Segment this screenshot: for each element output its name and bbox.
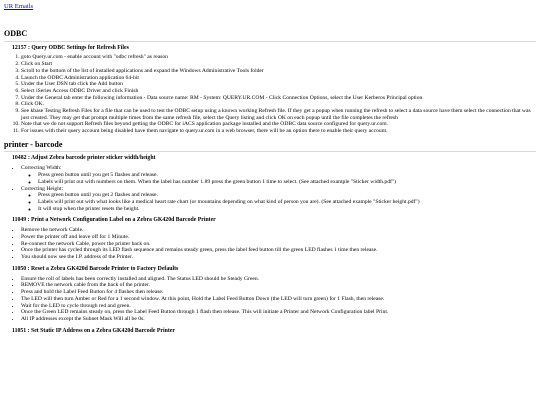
step: 4. Launch the ODBC Administration application 64-bit [21, 75, 536, 82]
list-item: ◦ Labels will print out with what looks like a medical heart rate chart (or mountains depending on what kind of person you are). (See attached example "Sticker height.pdf") [38, 199, 536, 206]
divider [4, 151, 536, 152]
step: 6. Select iSeries Access ODBC Driver and click Finish [21, 88, 536, 95]
list-item: • Power the printer off and leave off for 1 Minute. [21, 234, 536, 241]
step: 9. See kbase Testing Refresh Files for a file that can be used to test the ODBC setup using a known working Refresh file. If they get a popup when running the refresh to select a data source have them select the connection that was just created. They may get that prompt multiple times from the same refresh file, select the Query listing and click OK on each popup until the file completes the refresh [21, 108, 536, 121]
group-label: Correcting Height: [21, 185, 64, 192]
list-item: • Wait for the LED to cycle through red and green. [21, 303, 536, 310]
list-item: • Press and hold the Label Feed Button for 4 flashes then release. [21, 289, 536, 296]
article-title: 11050 : Reset a Zebra GK420d Barcode Printer to Factory Defaults [12, 265, 179, 272]
step: 10. Note that we do not support Refresh files beyond getting the ODBC for iACS application package installed and the ODBC data source configured for query.ur.com. [21, 121, 536, 128]
step: 3. Scroll to the bottom of the list of installed applications and expand the Windows Administrative Tools folder [21, 68, 536, 75]
sub-list [21, 172, 536, 185]
step: 7. Under the General tab enter the following information - Data source name: RM - System: QUERY.UR.COM - Click Connection Options, select the User Kerberos Principal option [21, 95, 536, 102]
step: 8. Click OK. [21, 101, 536, 108]
list-item: • Once the Green LED remains steady on, press the Label Feed Button through 1 flash then release. This will initiate a Printer and Network Configuration label Print. [21, 309, 536, 316]
article-title: 11049 : Print a Network Configuration Label on a Zebra GK420d Barcode Printer [12, 217, 216, 224]
list-item: • The LED will then turn Amber or Red for a 1 second window. At this point, Hold the Label Feed Button Down (the LED will turn green) for 1 Flash, then release. [21, 296, 536, 303]
list-item: ◦ It will stop when the printer resets the height. [38, 206, 536, 213]
steps-list [4, 54, 536, 134]
list-item: • Ensure the roll of labels has been correctly installed and aligned. The Status LED should be Steady Green. [21, 276, 536, 283]
article-title: 10482 : Adjust Zebra barcode printer sticker width/height [12, 155, 156, 162]
group-label: Correcting Width: [21, 165, 62, 172]
step: 1. goto Query.ur.com - enable account with "odbc refresh" as reason [21, 54, 536, 61]
list-item: • Re-connect the network Cable, power the printer back on. [21, 241, 536, 248]
list-item: ◦ Press green button until you get 2 flashes and release. [38, 192, 536, 199]
list-item: • REMOVE the network cable from the back of the printer. [21, 282, 536, 289]
list-item: • Once the printer has cycled through its LED flash sequence and remains steady green, press the label feed button till the green LED flashes 1 time then release. [21, 247, 536, 254]
bullet-list [4, 165, 536, 212]
bullet-list [4, 227, 536, 261]
section-heading-printer-barcode: printer - barcode [4, 139, 63, 149]
list-item [21, 186, 536, 213]
step: 2. Click on Start [21, 61, 536, 68]
step: 11. For issues with their query account being disabled have them navigate to query.ur.com in a web browser, there will be an option there to enable their query account. [21, 128, 536, 135]
step: 5. Under the User DSN tab click the Add button [21, 81, 536, 88]
article-title: 12157 : Query ODBC Settings for Refresh Files [12, 44, 129, 51]
divider [4, 41, 536, 42]
list-item [21, 165, 536, 185]
list-item: • All IP addresses except the Subnet Mask Will all be 0s. [21, 316, 536, 323]
list-item: • Remove the network Cable. [21, 227, 536, 234]
list-item: • You should now see the I.P. address of the Printer. [21, 254, 536, 261]
list-item: ◦ Labels will print out with numbers on them. When the label has number 1.89 press the green button 1 time to select. (See attached example "Sticker width.pdf") [38, 179, 536, 186]
article-title: 11051 : Set Static IP Address on a Zebra GK420d Barcode Printer [12, 327, 175, 334]
ur-emails-link[interactable]: UR Emails [4, 3, 34, 10]
sub-list [21, 192, 536, 212]
bullet-list [4, 276, 536, 323]
list-item: ◦ Press green button until you get 5 flashes and release. [38, 172, 536, 179]
section-heading-odbc: ODBC [4, 28, 28, 38]
